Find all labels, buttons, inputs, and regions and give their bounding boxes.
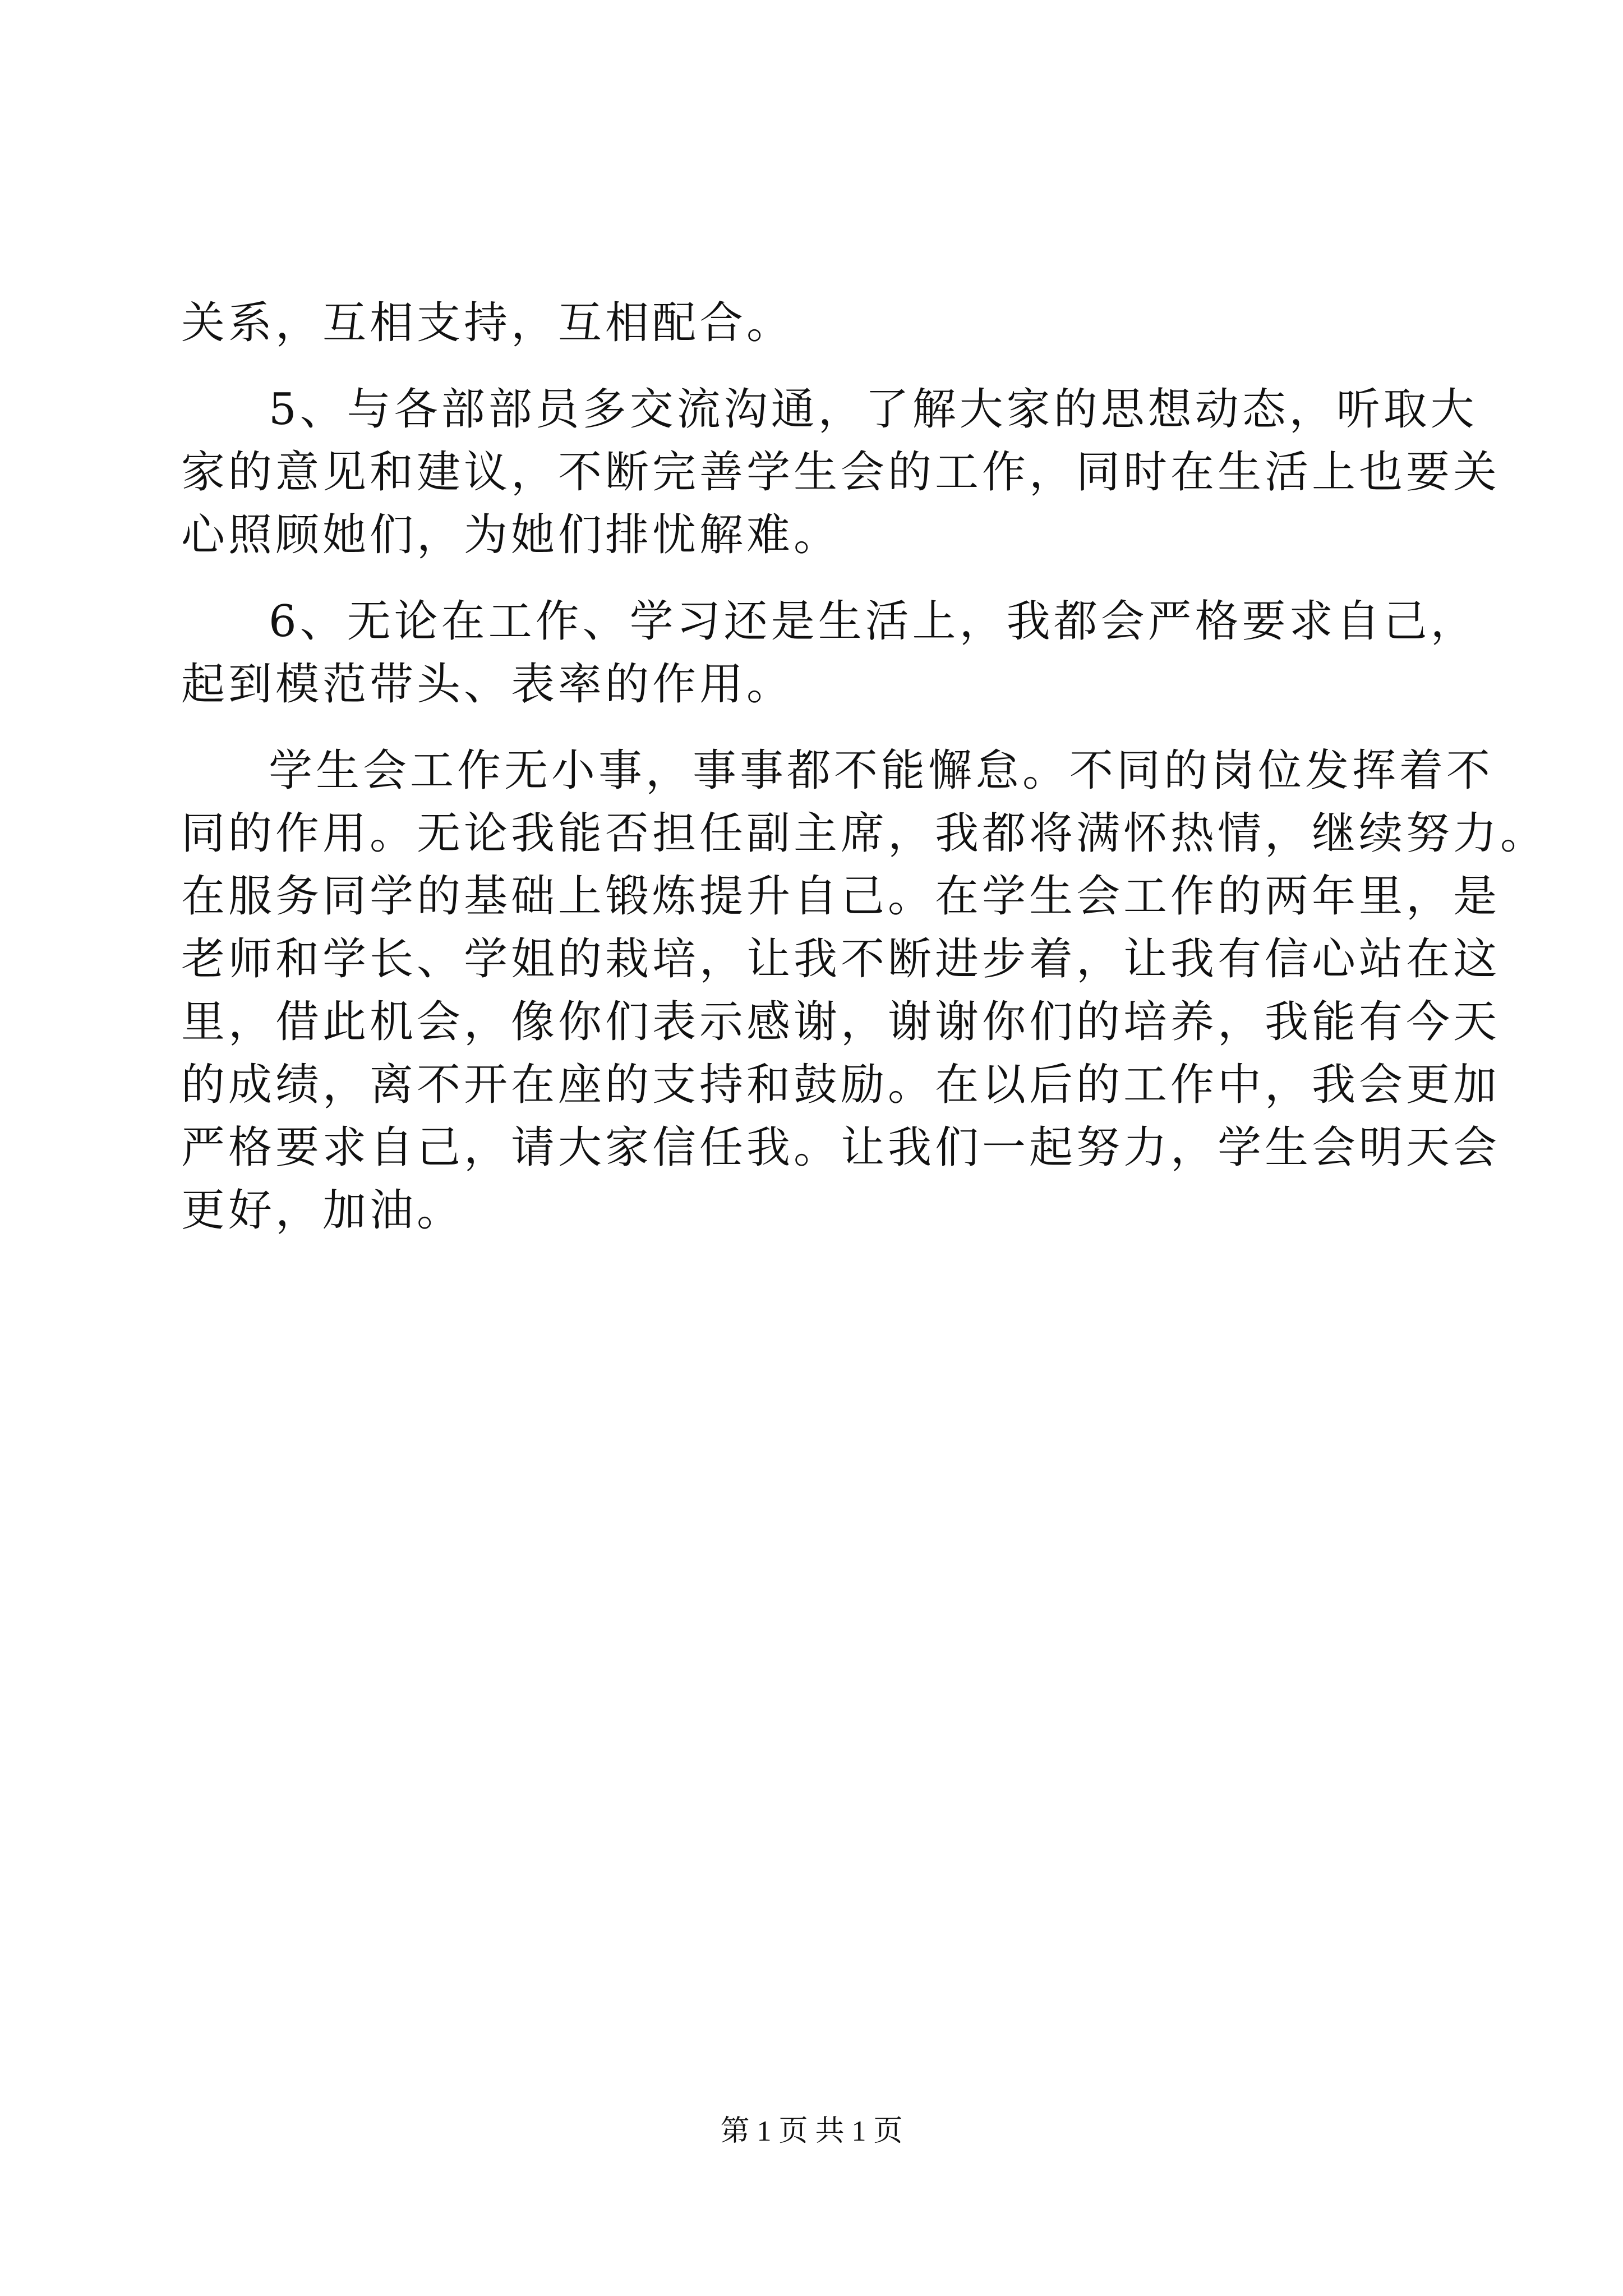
text-line: 5、与各部部员多交流沟通，了解大家的思想动态，听取大 (269, 384, 1478, 435)
text-line: 家的意见和建议，不断完善学生会的工作，同时在生活上也要关 (181, 447, 1501, 498)
text-line: 心照顾她们，为她们排忧解难。 (181, 510, 841, 560)
text-line: 在服务同学的基础上锻炼提升自己。在学生会工作的两年里，是 (181, 871, 1501, 922)
page-footer: 第 1 页 共 1 页 (720, 2115, 903, 2147)
text-line: 学生会工作无小事，事事都不能懈怠。不同的岗位发挥着不 (269, 746, 1494, 796)
document-body (181, 292, 1548, 1266)
text-line: 关系，互相支持，互相配合。 (181, 298, 794, 348)
text-line: 里，借此机会，像你们表示感谢，谢谢你们的培养，我能有今天 (181, 997, 1501, 1047)
text-line: 6、无论在工作、学习还是生活上，我都会严格要求自己， (269, 596, 1478, 647)
text-line: 更好，加油。 (181, 1185, 464, 1236)
paragraph-1 (181, 292, 1449, 355)
text-line: 的成绩，离不开在座的支持和鼓励。在以后的工作中，我会更加 (181, 1060, 1501, 1110)
text-line: 老师和学长、学姐的栽培，让我不断进步着，让我有信心站在这 (181, 934, 1501, 984)
text-line: 严格要求自己，请大家信任我。让我们一起努力，学生会明天会 (181, 1122, 1501, 1173)
text-line: 同的作用。无论我能否担任副主席，我都将满怀热情，继续努力。 (181, 808, 1548, 859)
text-line: 起到模范带头、表率的作用。 (181, 659, 794, 710)
paragraph-4 (181, 739, 1548, 1242)
paragraph-3 (181, 590, 1478, 716)
paragraph-2 (181, 378, 1501, 567)
